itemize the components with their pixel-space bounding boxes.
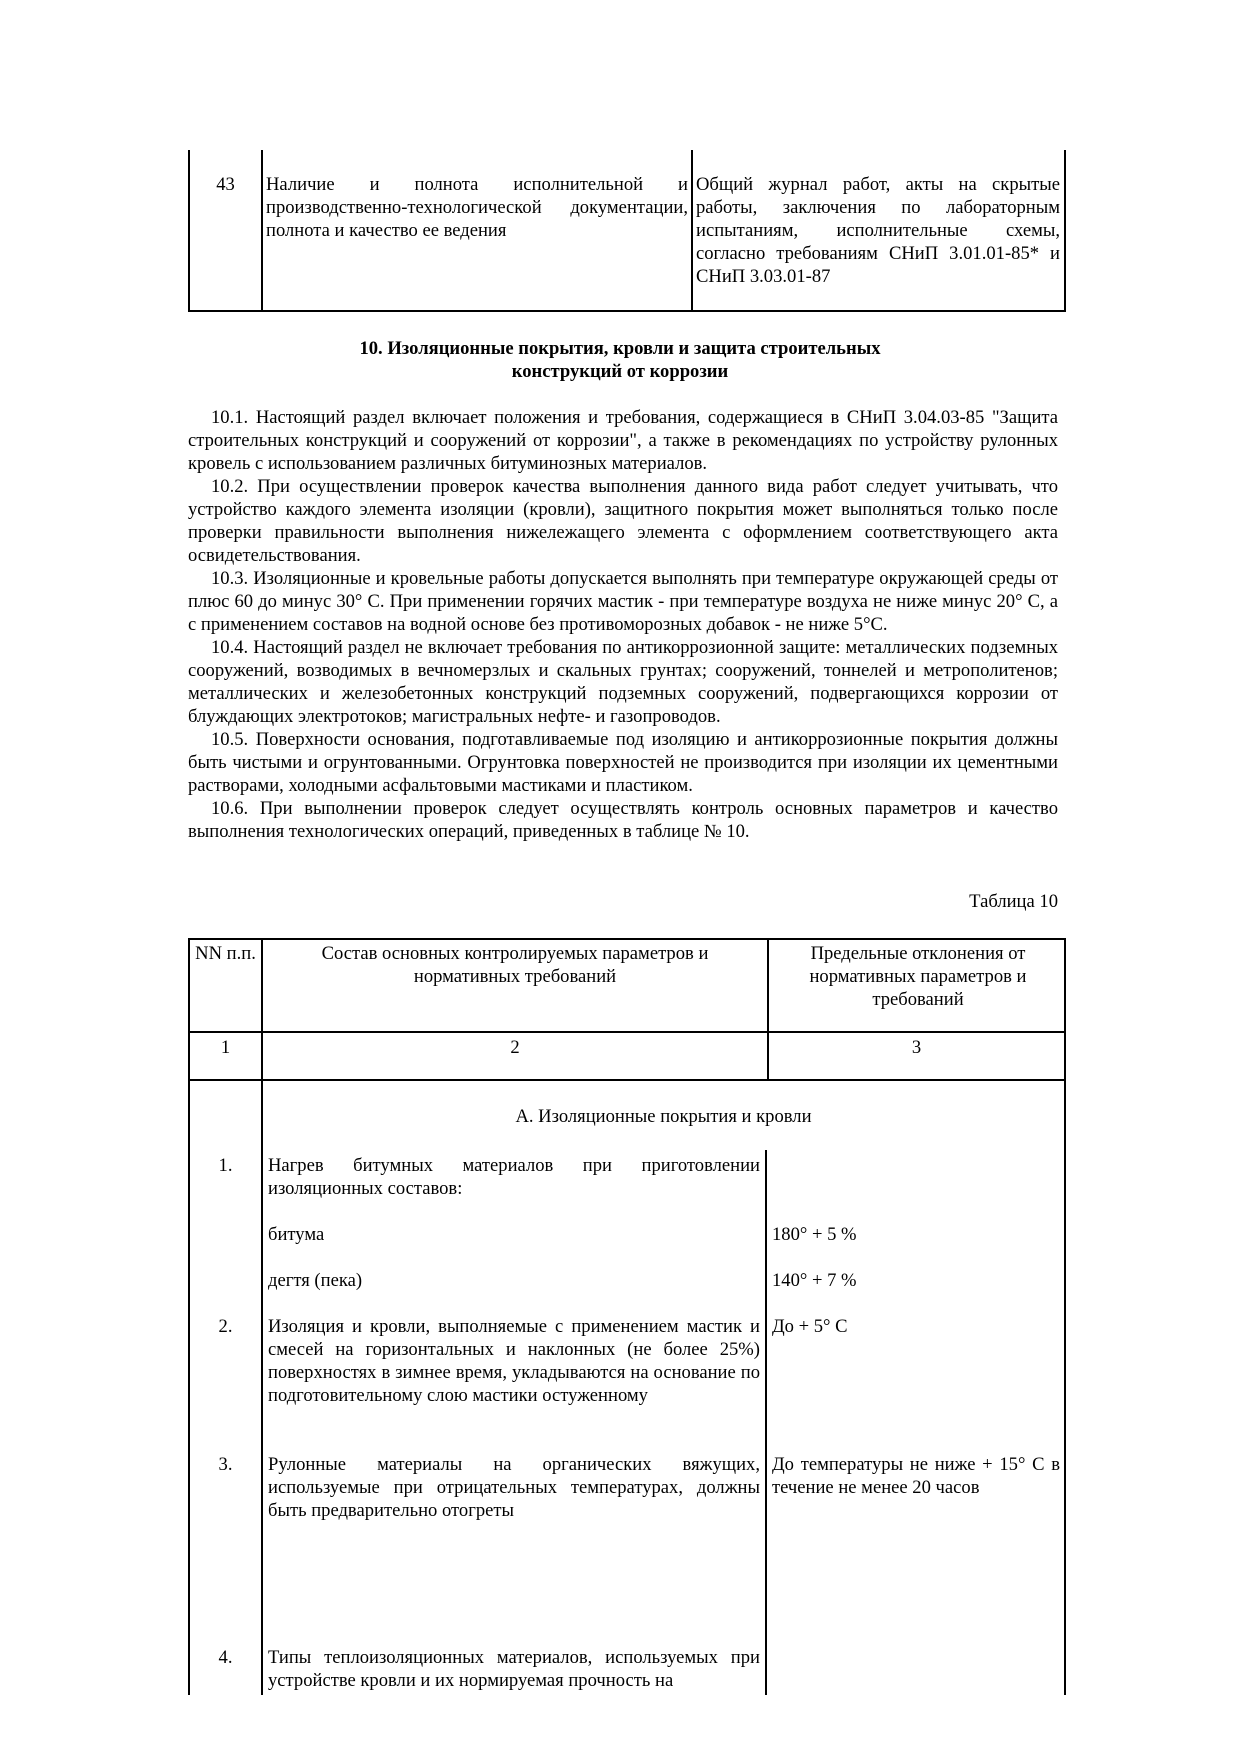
parameter-cell: дегтя (пека) xyxy=(268,1270,363,1291)
paragraph: 10.4. Настоящий раздел не включает требования по антикоррозионной защите: металлических подземных сооружений, возводимых в вечномерзлых и скальных грунтах; сооружений, тоннелей и метрополитенов; металлических и железобетонных конструкций подземных сооружений, подвергающихся коррозии от блуждающих электротоков; магистральных нефте- и газопроводов. xyxy=(188,637,1058,727)
header-deviations: Предельные отклонения от нормативных параметров и требований xyxy=(809,943,1027,1010)
section-title xyxy=(300,337,940,383)
group-title: А. Изоляционные покрытия и кровли xyxy=(515,1106,812,1127)
table-border xyxy=(188,938,1066,940)
deviation-cell: До температуры не ниже + 15° С в течение не менее 20 часов xyxy=(772,1454,1060,1498)
parameter-cell: Наличие и полнота исполнительной и производственно-технологической документации, полнота и качество ее ведения xyxy=(266,174,688,241)
row-number: 2. xyxy=(218,1316,233,1337)
parameter-cell: Изоляция и кровли, выполняемые с применением мастик и смесей на горизонтальных и наклонных (не более 25%) поверхностях в зимнее время, укладываются на основание по подготовительному слою мастики остуженному xyxy=(268,1316,760,1406)
parameter-cell: Рулонные материалы на органических вяжущих, используемые при отрицательных температурах, должны быть предварительно отогреты xyxy=(268,1454,760,1521)
parameter-cell: Нагрев битумных материалов при приготовлении изоляционных составов: xyxy=(268,1155,760,1199)
table-10 xyxy=(188,938,1066,1695)
row-number: 43 xyxy=(216,174,235,195)
paragraph: 10.1. Настоящий раздел включает положения и требования, содержащиеся в СНиП 3.04.03-85 "Защита строительных конструкций и сооружений от коррозии", а также в рекомендациях по устройству рулонных кровель с использованием различных битуминозных материалов. xyxy=(188,407,1058,474)
deviation-cell: До + 5° С xyxy=(772,1316,848,1337)
table-border xyxy=(261,150,263,312)
table-border xyxy=(188,1031,1066,1033)
deviation-cell: 140° + 7 % xyxy=(772,1270,857,1291)
table-caption: Таблица 10 xyxy=(969,891,1058,912)
column-number: 1 xyxy=(220,1037,231,1058)
table-border xyxy=(188,1079,1066,1081)
paragraph: 10.3. Изоляционные и кровельные работы допускается выполнять при температуре окружающей среды от плюс 60 до минус 30° С. При применении горячих мастик - при температуре воздуха не ниже минус 20° С, а с применением составов на водной основе без противоморозных добавок - не ниже 5°С. xyxy=(188,568,1058,635)
parameter-cell: битума xyxy=(268,1224,325,1245)
row-number: 4. xyxy=(218,1647,233,1668)
table-border xyxy=(765,1150,767,1695)
paragraph: 10.2. При осуществлении проверок качества выполнения данного вида работ следует учитывать, что устройство каждого элемента изоляции (кровли), защитного покрытия может выполняться только после проверки правильности выполнения нижележащего элемента с оформлением соответствующего акта освидетельствования. xyxy=(188,476,1058,566)
row-number: 1. xyxy=(218,1155,233,1176)
paragraph: 10.5. Поверхности основания, подготавливаемые под изоляцию и антикоррозионные покрытия должны быть чистыми и огрунтованными. Огрунтовка поверхностей не производится при изоляции их цементными растворами, холодными асфальтовыми мастиками и пластиком. xyxy=(188,729,1058,796)
table-border xyxy=(1064,938,1066,1695)
table-border xyxy=(188,310,1066,312)
section-title-line: 10. Изоляционные покрытия, кровли и защита строительных xyxy=(359,338,881,359)
header-number: NN п.п. xyxy=(195,943,256,964)
table-border xyxy=(1064,150,1066,312)
parameter-cell: Типы теплоизоляционных материалов, используемых при устройстве кровли и их нормируемая прочность на xyxy=(268,1647,760,1691)
header-parameters: Состав основных контролируемых параметров и нормативных требований xyxy=(321,943,709,987)
column-number: 2 xyxy=(510,1037,520,1058)
previous-table xyxy=(188,150,1066,312)
requirement-cell: Общий журнал работ, акты на скрытые работы, заключения по лабораторным испытаниям, исполнительные схемы, согласно требованиям СНиП 3.01.01-85* и СНиП 3.03.01-87 xyxy=(696,174,1060,287)
paragraph: 10.6. При выполнении проверок следует осуществлять контроль основных параметров и качество выполнения технологических операций, приведенных в таблице № 10. xyxy=(188,798,1058,842)
row-number: 3. xyxy=(218,1454,233,1475)
deviation-cell: 180° + 5 % xyxy=(772,1224,857,1245)
section-title-line: конструкций от коррозии xyxy=(511,361,729,382)
section-body xyxy=(188,406,1058,843)
table-border xyxy=(691,150,693,312)
column-number: 3 xyxy=(911,1037,922,1058)
